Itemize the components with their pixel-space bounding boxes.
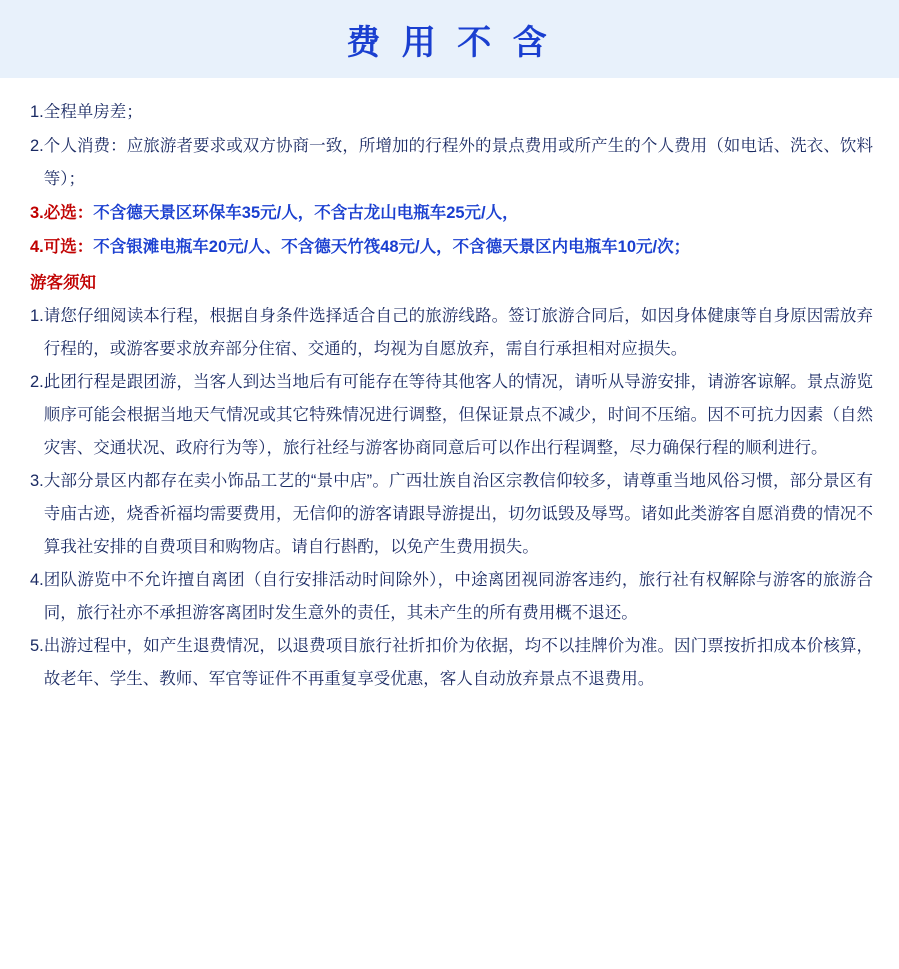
notice-item-text: 请您仔细阅读本行程，根据自身条件选择适合自己的旅游线路。签订旅游合同后，如因身体健康等自身原因需放弃行程的，或游客要求放弃部分住宿、交通的，均视为自愿放弃，需自行承担相对应损失。 [43, 307, 873, 358]
page-title: 费 用 不 含 [346, 23, 553, 62]
list-item-required [30, 197, 873, 230]
document-content [0, 78, 899, 716]
notice-item-number: 1. [30, 307, 44, 325]
notice-item-text: 团队游览中不允许擅自离团（自行安排活动时间除外），中途离团视同游客违约，旅行社有权解除与游客的旅游合同，旅行社亦不承担游客离团时发生意外的责任，其未产生的所有费用概不退还。 [43, 571, 873, 622]
notice-item-number: 3. [30, 472, 44, 490]
notice-item [30, 564, 873, 630]
list-item [30, 130, 873, 196]
list-item-optional [30, 231, 873, 264]
notice-item-number: 2. [30, 373, 44, 391]
list-item-number: 3.必选： [30, 204, 94, 222]
list-item-number: 2. [30, 137, 44, 155]
list-item-number: 4.可选： [30, 238, 94, 256]
notice-item [30, 465, 873, 564]
section-header-banner [0, 0, 899, 78]
list-item-text: 全程单房差； [43, 103, 143, 121]
notice-item [30, 366, 873, 465]
notice-item-text: 出游过程中，如产生退费情况，以退费项目旅行社折扣价为依据，均不以挂牌价为准。因门票按折扣成本价核算，故老年、学生、教师、军官等证件不再重复享受优惠，客人自动放弃景点不退费用。 [43, 637, 873, 688]
list-item-number: 1. [30, 103, 44, 121]
notice-item-text: 大部分景区内都存在卖小饰品工艺的“景中店”。广西壮族自治区宗教信仰较多，请尊重当地风俗习惯，部分景区有寺庙古迹，烧香祈福均需要费用，无信仰的游客请跟导游提出，切勿诋毁及辱骂。诸如此类游客自愿消费的情况不算我社安排的自费项目和购物店。请自行斟酌，以免产生费用损失。 [43, 472, 873, 556]
notice-item-text: 此团行程是跟团游，当客人到达当地后有可能存在等待其他客人的情况，请听从导游安排，请游客谅解。景点游览顺序可能会根据当地天气情况或其它特殊情况进行调整，但保证景点不减少，时间不压缩。因不可抗力因素（自然灾害、交通状况、政府行为等），旅行社经与游客协商同意后可以作出行程调整，尽力确保行程的顺利进行。 [43, 373, 873, 457]
list-item-text: 不含德天景区环保车35元/人，不含古龙山电瓶车25元/人， [93, 204, 519, 222]
notice-item-number: 5. [30, 637, 44, 655]
notice-item [30, 300, 873, 366]
notice-item [30, 630, 873, 696]
notice-item-number: 4. [30, 571, 44, 589]
list-item [30, 96, 873, 129]
list-item-text: 个人消费：应旅游者要求或双方协商一致，所增加的行程外的景点费用或所产生的个人费用（如电话、洗衣、饮料等）； [43, 137, 873, 188]
list-item-text: 不含银滩电瓶车20元/人、不含德天竹筏48元/人，不含德天景区内电瓶车10元/次； [93, 238, 691, 256]
notice-section-title: 游客须知 [30, 274, 96, 292]
